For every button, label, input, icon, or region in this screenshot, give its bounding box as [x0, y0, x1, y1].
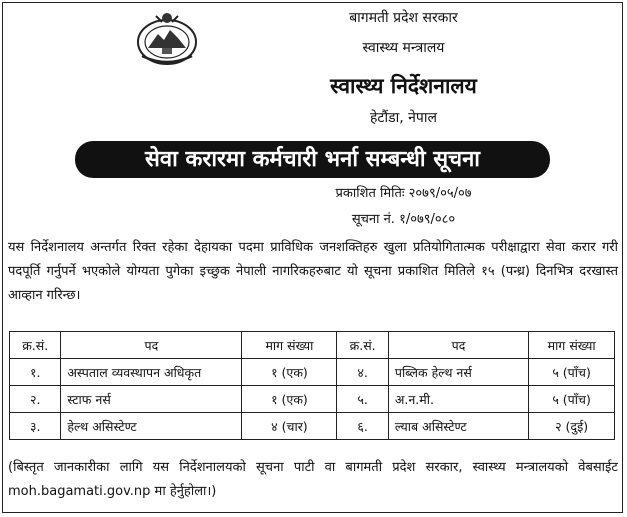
- cell-serial: ६.: [337, 413, 388, 440]
- cell-quantity: ५ (पाँच): [529, 359, 615, 386]
- cell-post: स्टाफ नर्स: [61, 386, 242, 413]
- cell-serial: ३.: [10, 413, 61, 440]
- cell-quantity: १ (एक): [242, 359, 337, 386]
- department-name: स्वास्थ्य निर्देशनालय: [330, 74, 477, 98]
- table-row: [10, 413, 615, 440]
- header-serial: क्र.सं.: [10, 332, 61, 359]
- cell-serial: ४.: [337, 359, 388, 386]
- cell-post: पब्लिक हेल्थ नर्स: [388, 359, 528, 386]
- table-row: [10, 386, 615, 413]
- cell-post: ल्याब असिस्टेण्ट: [388, 413, 528, 440]
- header-post: पद: [61, 332, 242, 359]
- government-name: बागमती प्रदेश सरकार: [349, 10, 458, 26]
- vacancy-table: [9, 331, 615, 440]
- cell-post: हेल्थ असिस्टेण्ट: [61, 413, 242, 440]
- header-post-2: पद: [388, 332, 528, 359]
- office-location: हेटौंडा, नेपाल: [370, 110, 437, 126]
- notice-title: सेवा करारमा कर्मचारी भर्ना सम्बन्धी सूचना: [75, 141, 550, 178]
- footer-note: (बिस्तृत जानकारीका लागि यस निर्देशनालयको सूचना पाटी वा बागमती प्रदेश सरकार, स्वास्थ्य मन्त्रालयको वेबसाईट moh.bagamati.gov.np मा हेर्नुहोला।): [8, 460, 618, 499]
- cell-serial: १.: [10, 359, 61, 386]
- cell-quantity: ५ (पाँच): [529, 386, 615, 413]
- header-quantity-2: माग संख्या: [529, 332, 615, 359]
- cell-post: अ.न.मी.: [388, 386, 528, 413]
- ministry-name: स्वास्थ्य मन्त्रालय: [362, 40, 445, 56]
- cell-quantity: ४ (चार): [242, 413, 337, 440]
- notice-number: सूचना नं. १/०७९/०८०: [351, 212, 456, 227]
- table-row: [10, 359, 615, 386]
- notice-body: यस निर्देशनालय अन्तर्गत रिक्त रहेका देहायका पदमा प्राविधिक जनशक्तिहरु खुला प्रतियोगितात्मक परीक्षाद्वारा सेवा करार गरी पदपूर्ति गर्नुपर्ने भएकोले योग्यता पुगेका इच्छुक नेपाली नागरिकहरुबाट यो सूचना प्रकाशित मितिले १५ (पन्ध्र) दिनभित्र दरखास्त आव्हान गरिन्छ।: [8, 240, 618, 303]
- header-serial-2: क्र.सं.: [337, 332, 388, 359]
- table-header-row: [10, 332, 615, 359]
- cell-quantity: २ (दुई): [529, 413, 615, 440]
- published-date: प्रकाशित मितिः २०७९/०५/०७: [335, 186, 472, 201]
- cell-quantity: १ (एक): [242, 386, 337, 413]
- cell-serial: २.: [10, 386, 61, 413]
- cell-post: अस्पताल व्यवस्थापन अधिकृत: [61, 359, 242, 386]
- header-quantity: माग संख्या: [242, 332, 337, 359]
- cell-serial: ५.: [337, 386, 388, 413]
